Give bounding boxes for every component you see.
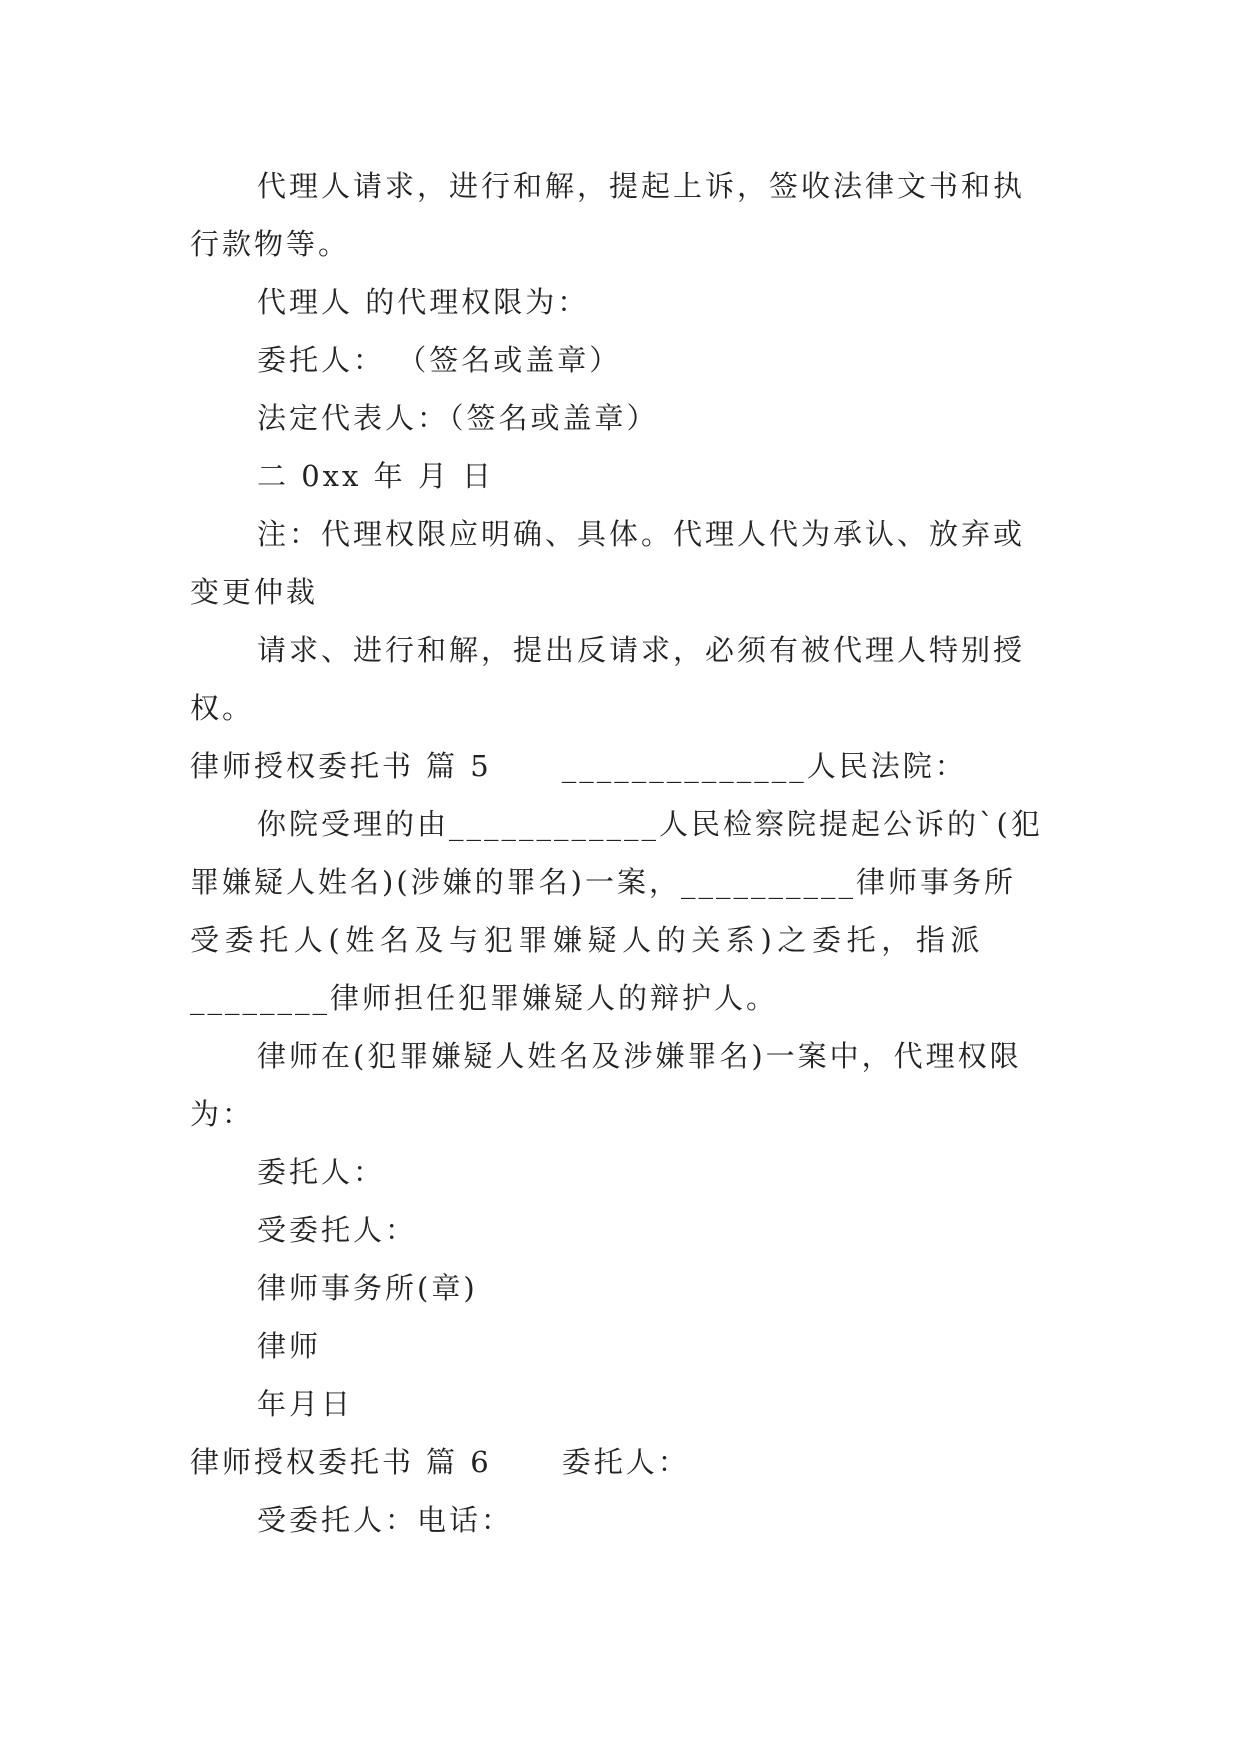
paragraph-line: 代理人请求，进行和解，提起上诉，签收法律文书和执 (257, 169, 1026, 203)
paragraph-line: 注：代理权限应明确、具体。代理人代为承认、放弃或 (257, 517, 1026, 551)
paragraph-line: 行款物等。 (190, 227, 351, 261)
paragraph-line: 代理人 的代理权限为： (257, 285, 590, 319)
section-title: 律师授权委托书 (190, 1445, 415, 1479)
principal-label: 委托人： (561, 1445, 690, 1479)
paragraph-line: 委托人： （签名或盖章） (257, 343, 622, 377)
paragraph-line: ________律师担任犯罪嫌疑人的辩护人。 (190, 981, 779, 1015)
paragraph-line: 律师在(犯罪嫌疑人姓名及涉嫌罪名)一案中，代理权限 (257, 1039, 1022, 1073)
signature-line: 律师事务所(章) (257, 1271, 478, 1305)
signature-line: 受委托人： (257, 1213, 418, 1247)
signature-line: 委托人： (257, 1155, 386, 1189)
section-heading-5 (190, 746, 967, 786)
paragraph-line: 权。 (190, 691, 255, 725)
section-heading-6 (190, 1442, 690, 1482)
paragraph-line: 请求、进行和解，提出反请求，必须有被代理人特别授 (257, 633, 1026, 667)
paragraph-line: 为： (190, 1097, 255, 1131)
section-number: 篇 6 (426, 1445, 492, 1479)
paragraph-line: 罪嫌疑人姓名)(涉嫌的罪名)一案，__________律师事务所 (190, 865, 1016, 899)
date-line: 年月日 (257, 1387, 354, 1421)
date-line: 二 0xx 年 月 日 (257, 459, 495, 493)
paragraph-line: 变更仲裁 (190, 575, 319, 609)
paragraph-line: 受委托人：电话： (257, 1503, 514, 1537)
paragraph-line: 你院受理的由____________人民检察院提起公诉的`(犯 (257, 807, 1043, 841)
paragraph-line: 受委托人(姓名及与犯罪嫌疑人的关系)之委托，指派 (190, 923, 986, 957)
signature-line: 律师 (257, 1329, 322, 1363)
paragraph-line: 法定代表人：（签名或盖章） (257, 401, 659, 435)
section-number: 篇 5 (426, 749, 492, 783)
section-title: 律师授权委托书 (190, 749, 415, 783)
court-addressee: ______________人民法院： (561, 749, 967, 783)
